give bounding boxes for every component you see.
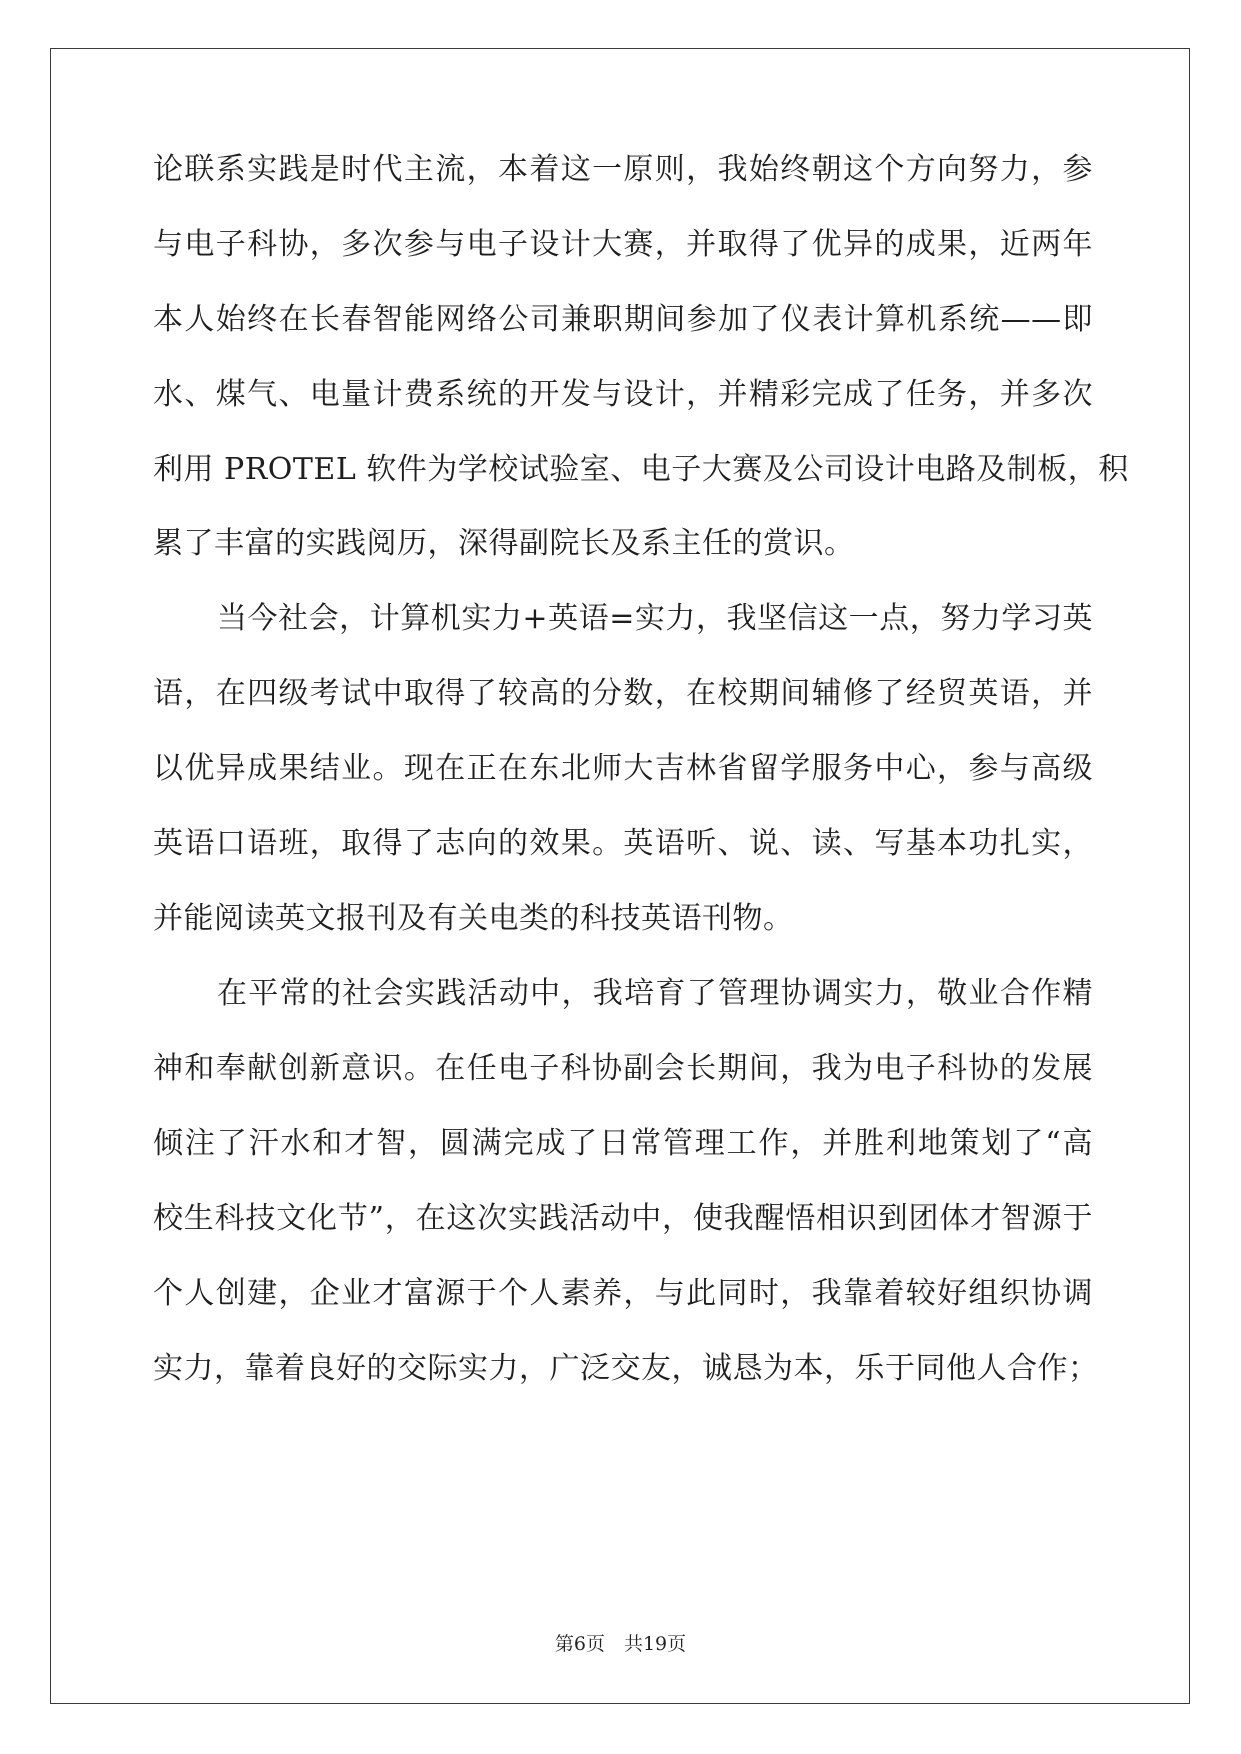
text-line: 实力，靠着良好的交际实力，广泛交友，诚恳为本，乐于同他人合作； <box>153 1351 1099 1386</box>
text-line: 水、煤气、电量计费系统的开发与设计，并精彩完成了任务，并多次 <box>153 377 1093 412</box>
text-line: 倾注了汗水和才智，圆满完成了日常管理工作，并胜利地策划了“高 <box>153 1126 1093 1161</box>
text-line: 利用 PROTEL 软件为学校试验室、电子大赛及公司设计电路及制板，积 <box>153 452 1129 487</box>
page-number-footer: 第6页 共19页 <box>554 1633 687 1655</box>
paragraph-first-line: 在平常的社会实践活动中，我培育了管理协调实力，敬业合作精 <box>217 976 1093 1011</box>
page-border <box>50 48 1190 1704</box>
text-line: 英语口语班，取得了志向的效果。英语听、说、读、写基本功扎实， <box>153 826 1093 861</box>
text-line: 与电子科协，多次参与电子设计大赛，并取得了优异的成果，近两年 <box>153 227 1093 262</box>
text-line: 论联系实践是时代主流，本着这一原则，我始终朝这个方向努力，参 <box>153 152 1093 187</box>
text-line: 并能阅读英文报刊及有关电类的科技英语刊物。 <box>153 901 794 936</box>
paragraph-first-line: 当今社会，计算机实力+英语=实力，我坚信这一点，努力学习英 <box>217 601 1093 636</box>
text-line: 本人始终在长春智能网络公司兼职期间参加了仪表计算机系统——即 <box>153 302 1093 337</box>
text-line: 语，在四级考试中取得了较高的分数，在校期间辅修了经贸英语，并 <box>153 676 1093 711</box>
text-line: 累了丰富的实践阅历，深得副院长及系主任的赏识。 <box>153 526 855 561</box>
text-line: 神和奉献创新意识。在任电子科协副会长期间，我为电子科协的发展 <box>153 1051 1093 1086</box>
text-line: 校生科技文化节”，在这次实践活动中，使我醒悟相识到团体才智源于 <box>153 1201 1093 1236</box>
text-line: 个人创建，企业才富源于个人素养，与此同时，我靠着较好组织协调 <box>153 1276 1093 1311</box>
text-line: 以优异成果结业。现在正在东北师大吉林省留学服务中心，参与高级 <box>153 751 1093 786</box>
